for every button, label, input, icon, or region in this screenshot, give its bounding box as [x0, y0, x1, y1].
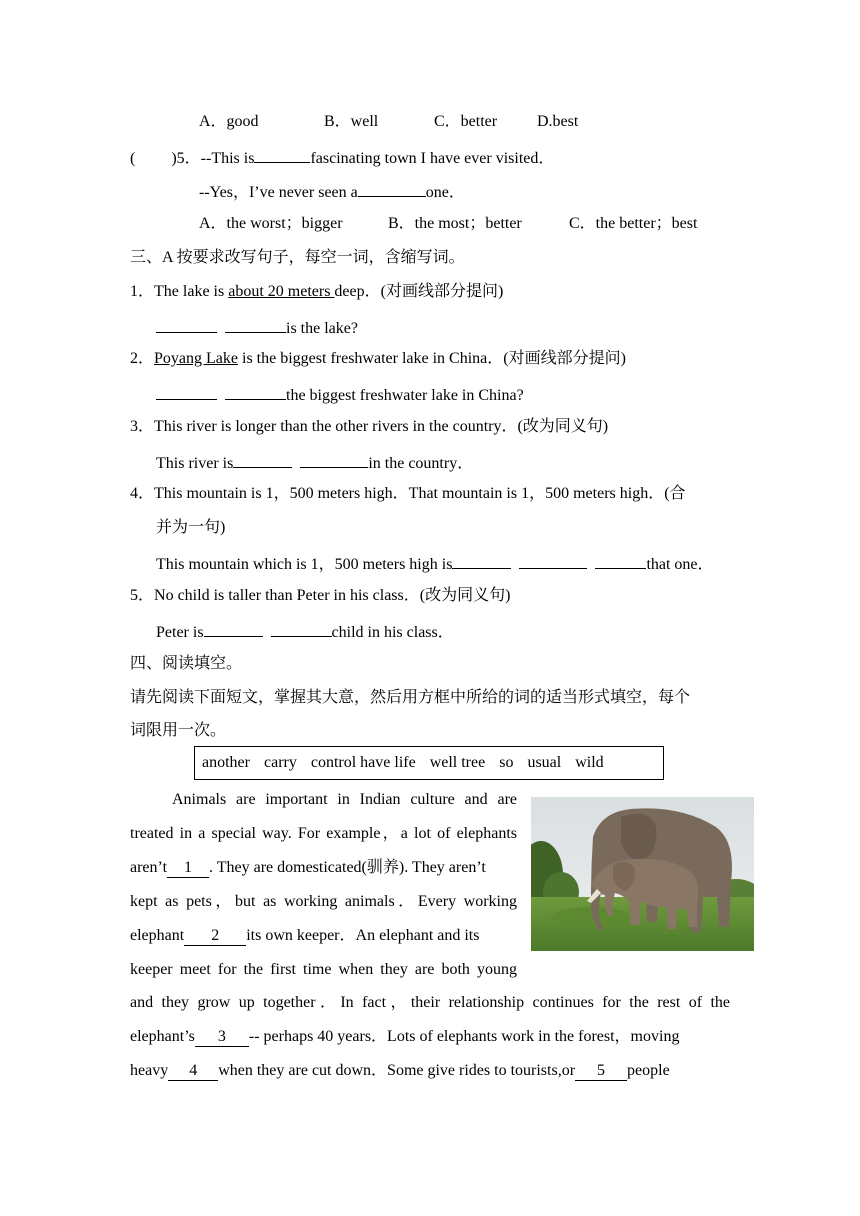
s3-q3: 3．This river is longer than the other rivers in the country．(改为同义句): [130, 418, 609, 435]
s3-q1-answer: is the lake?: [156, 316, 358, 339]
passage-line: keeper meet for the first time when they are both young: [130, 961, 517, 978]
s3-q5-answer: Peter is child in his class．: [156, 620, 454, 643]
elephant-photo: [531, 797, 754, 951]
word-bank-item: control have life: [310, 754, 416, 771]
section4-instruction-cont: 词限用一次。: [130, 722, 227, 739]
passage-line: treated in a special way. For example，a lot of elephants: [130, 825, 517, 842]
passage-line: heavy 4 when they are cut down．Some give rides to tourists,or 5 people: [130, 1062, 670, 1079]
passage-line: elephant’s 3 -- perhaps 40 years．Lots of elephants work in the forest，moving: [130, 1028, 680, 1045]
answer-blank[interactable]: [452, 552, 511, 569]
q5-option-c: C．the better；best: [569, 215, 698, 232]
section4-heading: 四、阅读填空。: [130, 655, 243, 672]
passage-line: and they grow up together．In fact，their relationship continues for the rest of the: [130, 994, 730, 1011]
answer-blank[interactable]: [204, 620, 263, 637]
answer-blank-2[interactable]: 2: [184, 927, 246, 946]
word-bank-item: another: [202, 754, 250, 771]
q4-option-b: B．well: [324, 113, 379, 130]
answer-blank-1[interactable]: 1: [167, 859, 209, 878]
elephant-image: [531, 797, 754, 951]
word-bank-item: wild: [575, 754, 604, 771]
answer-blank-5[interactable]: 5: [575, 1062, 627, 1081]
q4-option-d: D.best: [537, 113, 579, 130]
q5-option-a: A．the worst；bigger: [199, 215, 343, 232]
passage-line: kept as pets，but as working animals．Every working: [130, 893, 517, 910]
answer-blank[interactable]: [519, 552, 587, 569]
s3-q3-answer: This river is in the country．: [156, 451, 473, 474]
passage-line: Animals are important in Indian culture and are: [172, 791, 517, 808]
answer-blank-3[interactable]: 3: [195, 1028, 249, 1047]
s3-q5: 5．No child is taller than Peter in his class．(改为同义句): [130, 587, 511, 604]
q5-line2: --Yes，I’ve never seen a one．: [199, 180, 465, 203]
word-bank-item: carry: [263, 754, 297, 771]
passage-line: aren’t 1 . They are domesticated(驯养). They aren’t: [130, 859, 486, 876]
word-bank-item: so: [499, 754, 514, 771]
answer-blank-4[interactable]: 4: [168, 1062, 218, 1081]
s3-q4-answer: This mountain which is 1，500 meters high is that one．: [156, 552, 714, 575]
answer-blank[interactable]: [595, 552, 646, 569]
answer-blank[interactable]: [300, 451, 368, 468]
answer-blank[interactable]: [225, 316, 286, 333]
q4-option-c: C．better: [434, 113, 498, 130]
q4-option-a: A．good: [199, 113, 259, 130]
answer-blank[interactable]: [233, 451, 292, 468]
q5-option-b: B．the most；better: [388, 215, 522, 232]
section4-instruction: 请先阅读下面短文，掌握其大意，然后用方框中所给的词的适当形式填空，每个: [130, 689, 691, 706]
answer-blank[interactable]: [156, 316, 217, 333]
answer-blank[interactable]: [358, 180, 426, 197]
s3-q2-answer: the biggest freshwater lake in China?: [156, 383, 524, 406]
answer-blank[interactable]: [254, 146, 310, 163]
s3-q4: 4．This mountain is 1，500 meters high．That mountain is 1，500 meters high．(合: [130, 485, 686, 502]
s3-q4-cont: 并为一句): [156, 519, 226, 536]
answer-blank[interactable]: [225, 383, 286, 400]
answer-blank[interactable]: [156, 383, 217, 400]
q5-line1: ( )5．--This is fascinating town I have ever visited．: [130, 146, 554, 169]
word-bank-item: usual: [527, 754, 562, 771]
word-bank-item: well tree: [429, 754, 486, 771]
answer-blank[interactable]: [271, 620, 332, 637]
s3-q1: 1．The lake is about 20 meters deep．(对画线部分提问): [130, 283, 504, 300]
s3-q2: 2．Poyang Lake is the biggest freshwater lake in China．(对画线部分提问): [130, 350, 626, 367]
word-bank: [194, 746, 664, 780]
section3-heading: 三、A 按要求改写句子，每空一词，含缩写词。: [130, 249, 465, 266]
passage-line: elephant 2 its own keeper．An elephant and its: [130, 927, 480, 944]
